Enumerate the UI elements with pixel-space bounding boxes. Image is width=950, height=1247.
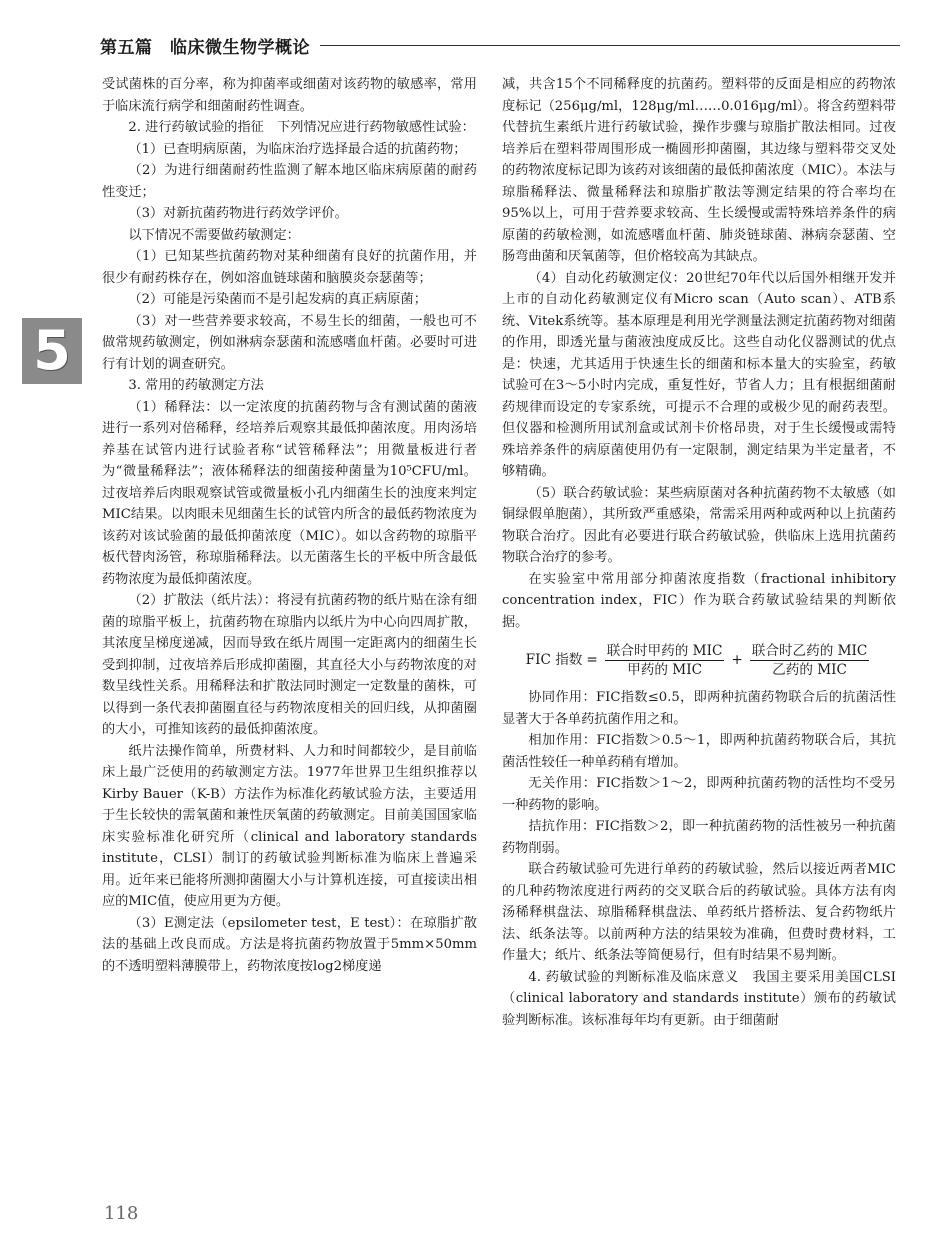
- paragraph: 以下情况不需要做药敏测定：: [128, 227, 300, 243]
- formula-term-a: [605, 642, 725, 679]
- paragraph: 4. 药敏试验的判断标准及临床意义 我国主要采用美国CLSI（clinical laboratory and standards institute）颁布的药敏试验判断标准。该标准每年均有更新。由于细菌耐: [502, 969, 896, 1028]
- formula-term-b-numerator: 联合时乙药的 MIC: [751, 643, 868, 659]
- formula-plus: +: [731, 651, 743, 668]
- header-title: 第五篇 临床微生物学概论: [100, 37, 310, 58]
- paragraph: （1）稀释法：以一定浓度的抗菌药物与含有测试菌的菌液进行一系列对倍稀释，经培养后观察其最低抑菌浓度。用肉汤培养基在试管内进行试验者称“试管稀释法”；用微量板进行者为“微量稀释法”；液体稀释法的细菌接种菌量为10⁵CFU/ml。过夜培养后肉眼观察试管或微量板小孔内细菌生长的浊度来判定MIC结果。以肉眼未见细菌生长的试管内所含的最低药物浓度为该药对该试验菌的最低抑菌浓度（MIC）。如以含药物的琼脂平板代替肉汤管，称琼脂稀释法。以无菌落生长的平板中所含最低药物浓度为最低抑菌浓度。: [102, 399, 477, 587]
- paragraph: （3）E测定法（epsilometer test，E test）：在琼脂扩散法的基础上改良而成。方法是将抗菌药物放置于5mm×50mm的不透明塑料薄膜带上，药物浓度按log2梯度递: [102, 915, 477, 974]
- paragraph: （4）自动化药敏测定仪：20世纪70年代以后国外相继开发并上市的自动化药敏测定仪有Micro scan（Auto scan）、ATB系统、Vitek系统等。基本原理是利用光学测量法测定抗菌药物对细菌的作用，即透光量与菌液浊度成反比。这些自动化仪器测试的优点是：快速，尤其适用于快速生长的细菌和标本量大的实验室，药敏试验可在3～5小时内完成，重复性好，节省人力；且有根据细菌耐药规律而设定的专家系统，可提示不合理的或极少见的耐药表型。但仪器和检测所用试剂盒或试剂卡价格昂贵，对于生长缓慢或需特殊培养条件的病原菌使用仍有一定限制，测定结果为半定量者，不够精确。: [502, 270, 896, 479]
- formula-term-b-denominator: 乙药的 MIC: [772, 662, 847, 678]
- paragraph: （2）扩散法（纸片法）：将浸有抗菌药物的纸片贴在涂有细菌的琼脂平板上，抗菌药物在琼脂内以纸片为中心向四周扩散，其浓度呈梯度递减，因而导致在纸片周围一定距离内的细菌生长受到抑制，过夜培养后形成抑菌圈，其直径大小与药物浓度的对数呈线性关系。用稀释法和扩散法同时测定一定数量的菌株，可以得到一条代表抑菌圈直径与药物浓度相关的回归线，从抑菌圈的大小，可推知该药的最低抑菌浓度。: [102, 593, 477, 737]
- paragraph: （1）已查明病原菌，为临床治疗选择最合适的抗菌药物；: [128, 141, 467, 157]
- chapter-number: 5: [33, 319, 71, 382]
- paragraph: （3）对一些营养要求较高，不易生长的细菌，一般也可不做常规药敏测定，例如淋病奈瑟菌和流感嗜血杆菌。必要时可进行有计划的调查研究。: [102, 313, 477, 372]
- formula-label: FIC 指数: [525, 651, 583, 668]
- paragraph: （1）已知某些抗菌药物对某种细菌有良好的抗菌作用，并很少有耐药株存在，例如溶血链球菌和脑膜炎奈瑟菌等；: [102, 249, 477, 286]
- right-column-upper: [502, 74, 896, 633]
- paragraph: （5）联合药敏试验：某些病原菌对各种抗菌药物不太敏感（如铜绿假单胞菌），其所致严重感染，常需采用两种或两种以上抗菌药物联合治疗。因此有必要进行联合药敏试验，供临床上选用抗菌药物联合治疗的参考。: [502, 485, 896, 565]
- running-header: [100, 30, 900, 60]
- paragraph: 减，共含15个不同稀释度的抗菌药。塑料带的反面是相应的药物浓度标记（256μg/ml，128μg/ml……0.016μg/ml）。将含药塑料带代替抗生素纸片进行药敏试验，操作步骤与琼脂扩散法相同。过夜培养后在塑料带周围形成一椭圆形抑菌圈，其边缘与塑料带交叉处的药物浓度标记即为该药对该细菌的最低抑菌浓度（MIC）。本法与琼脂稀释法、微量稀释法和琼脂扩散法等测定结果的符合率均在95%以上，可用于营养要求较高、生长缓慢或需特殊培养条件的病原菌的药敏检测，如流感嗜血杆菌、肺炎链球菌、淋病奈瑟菌、空肠弯曲菌和厌氧菌等，但价格较高为其缺点。: [502, 77, 896, 264]
- chapter-tab: [22, 318, 82, 384]
- paragraph: 协同作用：FIC指数≤0.5，即两种抗菌药物联合后的抗菌活性显著大于各单药抗菌作用之和。: [502, 690, 896, 727]
- paragraph: 纸片法操作简单，所费材料、人力和时间都较少，是目前临床上最广泛使用的药敏测定方法。1977年世界卫生组织推荐以Kirby Bauer（K-B）方法作为标准化药敏试验方法，主要适用于生长较快的需氧菌和兼性厌氧菌的药敏测定。目前美国国家临床实验标准化研究所（clinical and laboratory standards institute，CLSI）制订的药敏试验判断标准为临床上普遍采用。近年来已能将所测抑菌圈大小与计算机连接，可直接读出相应的MIC值，使应用更为方便。: [102, 743, 477, 909]
- formula-term-a-denominator: 甲药的 MIC: [627, 662, 702, 678]
- paragraph: （3）对新抗菌药物进行药效学评价。: [128, 206, 348, 221]
- paragraph: 无关作用：FIC指数＞1～2，即两种抗菌药物的活性均不受另一种药物的影响。: [502, 776, 896, 813]
- paragraph: 3. 常用的药敏测定方法: [128, 378, 264, 393]
- paragraph: 联合药敏试验可先进行单药的药敏试验，然后以接近两者MIC的几种药物浓度进行两药的交叉联合后的药敏试验。具体方法有肉汤稀释棋盘法、琼脂稀释棋盘法、单药纸片搭桥法、复合药物纸片法、纸条法等。以前两种方法的结果较为准确，但费时费材料，工作量大；纸片、纸条法等简便易行，但有时结果不易判断。: [502, 862, 896, 963]
- paragraph: 2. 进行药敏试验的指征 下列情况应进行药物敏感性试验：: [128, 120, 475, 135]
- formula-term-b: [750, 642, 870, 679]
- paragraph: 拮抗作用：FIC指数＞2，即一种抗菌药物的活性被另一种抗菌药物削弱。: [502, 819, 896, 856]
- header-rule: [320, 45, 900, 46]
- paragraph: （2）为进行细菌耐药性监测了解本地区临床病原菌的耐药性变迁；: [102, 163, 477, 200]
- paragraph: （2）可能是污染菌而不是引起发病的真正病原菌；: [128, 292, 427, 307]
- right-column: [502, 74, 896, 1031]
- right-column-lower: [502, 687, 896, 1031]
- formula-term-a-numerator: 联合时甲药的 MIC: [606, 643, 723, 659]
- page-number: 118: [104, 1203, 139, 1224]
- left-column: [102, 74, 477, 977]
- fic-formula: [502, 642, 896, 679]
- paragraph: 在实验室中常用部分抑菌浓度指数（fractional inhibitory concentration index，FIC）作为联合药敏试验结果的判断依据。: [502, 571, 896, 630]
- formula-equals: =: [586, 651, 598, 668]
- paragraph: 受试菌株的百分率，称为抑菌率或细菌对该药物的敏感率，常用于临床流行病学和细菌耐药性调查。: [102, 77, 477, 114]
- paragraph: 相加作用：FIC指数＞0.5～1，即两种抗菌药物联合后，其抗菌活性较任一种单药稍有增加。: [502, 733, 896, 770]
